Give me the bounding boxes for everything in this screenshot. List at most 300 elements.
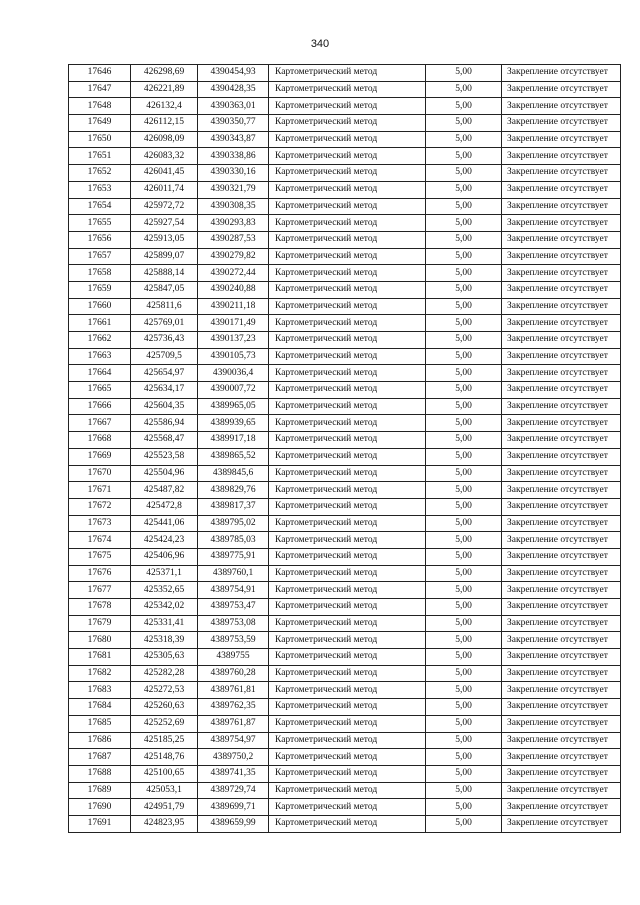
y-coordinate-cell: 4389761,81 (198, 682, 269, 699)
x-coordinate-cell: 425318,39 (131, 632, 198, 649)
point-number-cell: 17678 (69, 599, 131, 616)
x-coordinate-cell: 425709,5 (131, 348, 198, 365)
x-coordinate-cell: 425811,6 (131, 298, 198, 315)
table-row (69, 465, 621, 482)
table-row (69, 115, 621, 132)
method-cell: Картометрический метод (269, 98, 426, 115)
y-coordinate-cell: 4390321,79 (198, 181, 269, 198)
table-row (69, 615, 621, 632)
accuracy-cell: 5,00 (426, 565, 502, 582)
x-coordinate-cell: 425260,63 (131, 699, 198, 716)
y-coordinate-cell: 4390105,73 (198, 348, 269, 365)
table-row (69, 565, 621, 582)
fixation-cell: Закрепление отсутствует (502, 332, 621, 349)
accuracy-cell: 5,00 (426, 231, 502, 248)
y-coordinate-cell: 4389965,05 (198, 398, 269, 415)
method-cell: Картометрический метод (269, 732, 426, 749)
table-row (69, 432, 621, 449)
table-row (69, 148, 621, 165)
accuracy-cell: 5,00 (426, 699, 502, 716)
point-number-cell: 17677 (69, 582, 131, 599)
point-number-cell: 17682 (69, 665, 131, 682)
table-row (69, 815, 621, 832)
table-row (69, 181, 621, 198)
point-number-cell: 17664 (69, 365, 131, 382)
accuracy-cell: 5,00 (426, 465, 502, 482)
accuracy-cell: 5,00 (426, 281, 502, 298)
x-coordinate-cell: 425769,01 (131, 315, 198, 332)
point-number-cell: 17686 (69, 732, 131, 749)
method-cell: Картометрический метод (269, 81, 426, 98)
table-row (69, 715, 621, 732)
accuracy-cell: 5,00 (426, 415, 502, 432)
x-coordinate-cell: 425148,76 (131, 749, 198, 766)
fixation-cell: Закрепление отсутствует (502, 231, 621, 248)
table-row (69, 215, 621, 232)
x-coordinate-cell: 425568,47 (131, 432, 198, 449)
method-cell: Картометрический метод (269, 115, 426, 132)
point-number-cell: 17661 (69, 315, 131, 332)
table-body (69, 65, 621, 833)
point-number-cell: 17666 (69, 398, 131, 415)
y-coordinate-cell: 4389753,47 (198, 599, 269, 616)
method-cell: Картометрический метод (269, 599, 426, 616)
table-row (69, 365, 621, 382)
method-cell: Картометрический метод (269, 649, 426, 666)
point-number-cell: 17648 (69, 98, 131, 115)
method-cell: Картометрический метод (269, 515, 426, 532)
x-coordinate-cell: 425331,41 (131, 615, 198, 632)
point-number-cell: 17680 (69, 632, 131, 649)
point-number-cell: 17647 (69, 81, 131, 98)
point-number-cell: 17656 (69, 231, 131, 248)
table-row (69, 265, 621, 282)
table-row (69, 482, 621, 499)
table-row (69, 81, 621, 98)
method-cell: Картометрический метод (269, 632, 426, 649)
method-cell: Картометрический метод (269, 298, 426, 315)
y-coordinate-cell: 4389750,2 (198, 749, 269, 766)
fixation-cell: Закрепление отсутствует (502, 699, 621, 716)
accuracy-cell: 5,00 (426, 248, 502, 265)
x-coordinate-cell: 425305,63 (131, 649, 198, 666)
accuracy-cell: 5,00 (426, 715, 502, 732)
table-row (69, 599, 621, 616)
method-cell: Картометрический метод (269, 482, 426, 499)
x-coordinate-cell: 425913,05 (131, 231, 198, 248)
fixation-cell: Закрепление отсутствует (502, 615, 621, 632)
x-coordinate-cell: 426083,32 (131, 148, 198, 165)
accuracy-cell: 5,00 (426, 515, 502, 532)
table-row (69, 782, 621, 799)
fixation-cell: Закрепление отсутствует (502, 799, 621, 816)
point-number-cell: 17669 (69, 448, 131, 465)
point-number-cell: 17649 (69, 115, 131, 132)
method-cell: Картометрический метод (269, 65, 426, 82)
fixation-cell: Закрепление отсутствует (502, 415, 621, 432)
point-number-cell: 17684 (69, 699, 131, 716)
table-row (69, 749, 621, 766)
x-coordinate-cell: 425487,82 (131, 482, 198, 499)
fixation-cell: Закрепление отсутствует (502, 732, 621, 749)
x-coordinate-cell: 425504,96 (131, 465, 198, 482)
table-row (69, 298, 621, 315)
y-coordinate-cell: 4390308,35 (198, 198, 269, 215)
x-coordinate-cell: 425272,53 (131, 682, 198, 699)
method-cell: Картометрический метод (269, 815, 426, 832)
accuracy-cell: 5,00 (426, 482, 502, 499)
y-coordinate-cell: 4389939,65 (198, 415, 269, 432)
x-coordinate-cell: 426098,09 (131, 131, 198, 148)
accuracy-cell: 5,00 (426, 615, 502, 632)
accuracy-cell: 5,00 (426, 599, 502, 616)
x-coordinate-cell: 424823,95 (131, 815, 198, 832)
table-row (69, 532, 621, 549)
x-coordinate-cell: 425736,43 (131, 332, 198, 349)
point-number-cell: 17652 (69, 165, 131, 182)
accuracy-cell: 5,00 (426, 532, 502, 549)
point-number-cell: 17658 (69, 265, 131, 282)
x-coordinate-cell: 425252,69 (131, 715, 198, 732)
method-cell: Картометрический метод (269, 415, 426, 432)
point-number-cell: 17665 (69, 382, 131, 399)
point-number-cell: 17688 (69, 765, 131, 782)
y-coordinate-cell: 4390036,4 (198, 365, 269, 382)
table-row (69, 632, 621, 649)
method-cell: Картометрический метод (269, 565, 426, 582)
table-row (69, 415, 621, 432)
table-row (69, 198, 621, 215)
table-row (69, 732, 621, 749)
point-number-cell: 17672 (69, 498, 131, 515)
fixation-cell: Закрепление отсутствует (502, 682, 621, 699)
fixation-cell: Закрепление отсутствует (502, 315, 621, 332)
method-cell: Картометрический метод (269, 231, 426, 248)
fixation-cell: Закрепление отсутствует (502, 348, 621, 365)
y-coordinate-cell: 4390350,77 (198, 115, 269, 132)
y-coordinate-cell: 4389753,08 (198, 615, 269, 632)
x-coordinate-cell: 425899,07 (131, 248, 198, 265)
y-coordinate-cell: 4389753,59 (198, 632, 269, 649)
accuracy-cell: 5,00 (426, 749, 502, 766)
point-number-cell: 17689 (69, 782, 131, 799)
method-cell: Картометрический метод (269, 281, 426, 298)
y-coordinate-cell: 4389659,99 (198, 815, 269, 832)
fixation-cell: Закрепление отсутствует (502, 649, 621, 666)
table-row (69, 65, 621, 82)
accuracy-cell: 5,00 (426, 165, 502, 182)
accuracy-cell: 5,00 (426, 398, 502, 415)
method-cell: Картометрический метод (269, 548, 426, 565)
x-coordinate-cell: 426221,89 (131, 81, 198, 98)
accuracy-cell: 5,00 (426, 332, 502, 349)
y-coordinate-cell: 4389762,35 (198, 699, 269, 716)
point-number-cell: 17654 (69, 198, 131, 215)
fixation-cell: Закрепление отсутствует (502, 715, 621, 732)
x-coordinate-cell: 425472,8 (131, 498, 198, 515)
y-coordinate-cell: 4390240,88 (198, 281, 269, 298)
x-coordinate-cell: 425352,65 (131, 582, 198, 599)
x-coordinate-cell: 424951,79 (131, 799, 198, 816)
accuracy-cell: 5,00 (426, 265, 502, 282)
fixation-cell: Закрепление отсутствует (502, 81, 621, 98)
x-coordinate-cell: 425342,02 (131, 599, 198, 616)
x-coordinate-cell: 426011,74 (131, 181, 198, 198)
fixation-cell: Закрепление отсутствует (502, 432, 621, 449)
point-number-cell: 17663 (69, 348, 131, 365)
accuracy-cell: 5,00 (426, 215, 502, 232)
fixation-cell: Закрепление отсутствует (502, 548, 621, 565)
y-coordinate-cell: 4390293,83 (198, 215, 269, 232)
method-cell: Картометрический метод (269, 715, 426, 732)
fixation-cell: Закрепление отсутствует (502, 281, 621, 298)
x-coordinate-cell: 425424,23 (131, 532, 198, 549)
table-row (69, 665, 621, 682)
method-cell: Картометрический метод (269, 365, 426, 382)
accuracy-cell: 5,00 (426, 348, 502, 365)
method-cell: Картометрический метод (269, 448, 426, 465)
method-cell: Картометрический метод (269, 382, 426, 399)
point-number-cell: 17653 (69, 181, 131, 198)
coordinates-table (68, 64, 621, 833)
accuracy-cell: 5,00 (426, 498, 502, 515)
fixation-cell: Закрепление отсутствует (502, 599, 621, 616)
method-cell: Картометрический метод (269, 582, 426, 599)
table-row (69, 98, 621, 115)
fixation-cell: Закрепление отсутствует (502, 248, 621, 265)
accuracy-cell: 5,00 (426, 782, 502, 799)
x-coordinate-cell: 425185,25 (131, 732, 198, 749)
accuracy-cell: 5,00 (426, 298, 502, 315)
y-coordinate-cell: 4390428,35 (198, 81, 269, 98)
accuracy-cell: 5,00 (426, 98, 502, 115)
fixation-cell: Закрепление отсутствует (502, 165, 621, 182)
point-number-cell: 17659 (69, 281, 131, 298)
y-coordinate-cell: 4389760,1 (198, 565, 269, 582)
fixation-cell: Закрепление отсутствует (502, 749, 621, 766)
accuracy-cell: 5,00 (426, 582, 502, 599)
fixation-cell: Закрепление отсутствует (502, 498, 621, 515)
fixation-cell: Закрепление отсутствует (502, 181, 621, 198)
point-number-cell: 17676 (69, 565, 131, 582)
method-cell: Картометрический метод (269, 315, 426, 332)
table-row (69, 548, 621, 565)
method-cell: Картометрический метод (269, 215, 426, 232)
accuracy-cell: 5,00 (426, 432, 502, 449)
point-number-cell: 17679 (69, 615, 131, 632)
point-number-cell: 17660 (69, 298, 131, 315)
x-coordinate-cell: 426112,15 (131, 115, 198, 132)
fixation-cell: Закрепление отсутствует (502, 815, 621, 832)
x-coordinate-cell: 425371,1 (131, 565, 198, 582)
table-row (69, 498, 621, 515)
fixation-cell: Закрепление отсутствует (502, 632, 621, 649)
x-coordinate-cell: 425847,05 (131, 281, 198, 298)
point-number-cell: 17651 (69, 148, 131, 165)
fixation-cell: Закрепление отсутствует (502, 131, 621, 148)
table-row (69, 131, 621, 148)
table-row (69, 515, 621, 532)
x-coordinate-cell: 425053,1 (131, 782, 198, 799)
y-coordinate-cell: 4389845,6 (198, 465, 269, 482)
x-coordinate-cell: 426132,4 (131, 98, 198, 115)
fixation-cell: Закрепление отсутствует (502, 298, 621, 315)
x-coordinate-cell: 425972,72 (131, 198, 198, 215)
table-row (69, 332, 621, 349)
method-cell: Картометрический метод (269, 131, 426, 148)
fixation-cell: Закрепление отсутствует (502, 398, 621, 415)
point-number-cell: 17655 (69, 215, 131, 232)
y-coordinate-cell: 4389754,91 (198, 582, 269, 599)
table-row (69, 315, 621, 332)
y-coordinate-cell: 4390171,49 (198, 315, 269, 332)
x-coordinate-cell: 425927,54 (131, 215, 198, 232)
point-number-cell: 17674 (69, 532, 131, 549)
table-row (69, 682, 621, 699)
table-row (69, 281, 621, 298)
method-cell: Картометрический метод (269, 198, 426, 215)
point-number-cell: 17670 (69, 465, 131, 482)
fixation-cell: Закрепление отсутствует (502, 582, 621, 599)
accuracy-cell: 5,00 (426, 815, 502, 832)
y-coordinate-cell: 4390007,72 (198, 382, 269, 399)
y-coordinate-cell: 4390363,01 (198, 98, 269, 115)
table-row (69, 348, 621, 365)
point-number-cell: 17675 (69, 548, 131, 565)
table-row (69, 165, 621, 182)
point-number-cell: 17646 (69, 65, 131, 82)
method-cell: Картометрический метод (269, 465, 426, 482)
fixation-cell: Закрепление отсутствует (502, 265, 621, 282)
y-coordinate-cell: 4389761,87 (198, 715, 269, 732)
table-row (69, 765, 621, 782)
y-coordinate-cell: 4389795,02 (198, 515, 269, 532)
fixation-cell: Закрепление отсутствует (502, 665, 621, 682)
method-cell: Картометрический метод (269, 665, 426, 682)
x-coordinate-cell: 425406,96 (131, 548, 198, 565)
method-cell: Картометрический метод (269, 398, 426, 415)
point-number-cell: 17685 (69, 715, 131, 732)
x-coordinate-cell: 425100,65 (131, 765, 198, 782)
fixation-cell: Закрепление отсутствует (502, 782, 621, 799)
accuracy-cell: 5,00 (426, 148, 502, 165)
point-number-cell: 17671 (69, 482, 131, 499)
y-coordinate-cell: 4389917,18 (198, 432, 269, 449)
method-cell: Картометрический метод (269, 148, 426, 165)
fixation-cell: Закрепление отсутствует (502, 532, 621, 549)
accuracy-cell: 5,00 (426, 115, 502, 132)
point-number-cell: 17687 (69, 749, 131, 766)
y-coordinate-cell: 4389865,52 (198, 448, 269, 465)
table-row (69, 699, 621, 716)
method-cell: Картометрический метод (269, 615, 426, 632)
method-cell: Картометрический метод (269, 332, 426, 349)
point-number-cell: 17662 (69, 332, 131, 349)
method-cell: Картометрический метод (269, 765, 426, 782)
method-cell: Картометрический метод (269, 498, 426, 515)
accuracy-cell: 5,00 (426, 181, 502, 198)
table-row (69, 799, 621, 816)
point-number-cell: 17690 (69, 799, 131, 816)
fixation-cell: Закрепление отсутствует (502, 565, 621, 582)
fixation-cell: Закрепление отсутствует (502, 765, 621, 782)
point-number-cell: 17681 (69, 649, 131, 666)
accuracy-cell: 5,00 (426, 81, 502, 98)
y-coordinate-cell: 4390279,82 (198, 248, 269, 265)
y-coordinate-cell: 4389760,28 (198, 665, 269, 682)
fixation-cell: Закрепление отсутствует (502, 448, 621, 465)
y-coordinate-cell: 4390211,18 (198, 298, 269, 315)
fixation-cell: Закрепление отсутствует (502, 98, 621, 115)
method-cell: Картометрический метод (269, 248, 426, 265)
x-coordinate-cell: 425888,14 (131, 265, 198, 282)
y-coordinate-cell: 4389817,37 (198, 498, 269, 515)
table-row (69, 231, 621, 248)
point-number-cell: 17667 (69, 415, 131, 432)
fixation-cell: Закрепление отсутствует (502, 382, 621, 399)
y-coordinate-cell: 4390330,16 (198, 165, 269, 182)
fixation-cell: Закрепление отсутствует (502, 148, 621, 165)
x-coordinate-cell: 425634,17 (131, 382, 198, 399)
accuracy-cell: 5,00 (426, 382, 502, 399)
y-coordinate-cell: 4390343,87 (198, 131, 269, 148)
method-cell: Картометрический метод (269, 532, 426, 549)
y-coordinate-cell: 4389829,76 (198, 482, 269, 499)
accuracy-cell: 5,00 (426, 448, 502, 465)
method-cell: Картометрический метод (269, 799, 426, 816)
accuracy-cell: 5,00 (426, 548, 502, 565)
x-coordinate-cell: 426041,45 (131, 165, 198, 182)
fixation-cell: Закрепление отсутствует (502, 65, 621, 82)
accuracy-cell: 5,00 (426, 315, 502, 332)
page-number: 340 (310, 38, 330, 50)
y-coordinate-cell: 4390338,86 (198, 148, 269, 165)
x-coordinate-cell: 425586,94 (131, 415, 198, 432)
x-coordinate-cell: 425523,58 (131, 448, 198, 465)
table-row (69, 582, 621, 599)
table-row (69, 649, 621, 666)
x-coordinate-cell: 425282,28 (131, 665, 198, 682)
x-coordinate-cell: 425604,35 (131, 398, 198, 415)
accuracy-cell: 5,00 (426, 65, 502, 82)
table-row (69, 248, 621, 265)
fixation-cell: Закрепление отсутствует (502, 115, 621, 132)
accuracy-cell: 5,00 (426, 732, 502, 749)
method-cell: Картометрический метод (269, 181, 426, 198)
accuracy-cell: 5,00 (426, 198, 502, 215)
method-cell: Картометрический метод (269, 432, 426, 449)
table-row (69, 398, 621, 415)
fixation-cell: Закрепление отсутствует (502, 515, 621, 532)
accuracy-cell: 5,00 (426, 665, 502, 682)
method-cell: Картометрический метод (269, 348, 426, 365)
accuracy-cell: 5,00 (426, 799, 502, 816)
y-coordinate-cell: 4389699,71 (198, 799, 269, 816)
y-coordinate-cell: 4390287,53 (198, 231, 269, 248)
method-cell: Картометрический метод (269, 699, 426, 716)
point-number-cell: 17683 (69, 682, 131, 699)
fixation-cell: Закрепление отсутствует (502, 198, 621, 215)
point-number-cell: 17691 (69, 815, 131, 832)
point-number-cell: 17668 (69, 432, 131, 449)
method-cell: Картометрический метод (269, 682, 426, 699)
accuracy-cell: 5,00 (426, 649, 502, 666)
y-coordinate-cell: 4389741,35 (198, 765, 269, 782)
y-coordinate-cell: 4389755 (198, 649, 269, 666)
accuracy-cell: 5,00 (426, 365, 502, 382)
accuracy-cell: 5,00 (426, 765, 502, 782)
y-coordinate-cell: 4389785,03 (198, 532, 269, 549)
